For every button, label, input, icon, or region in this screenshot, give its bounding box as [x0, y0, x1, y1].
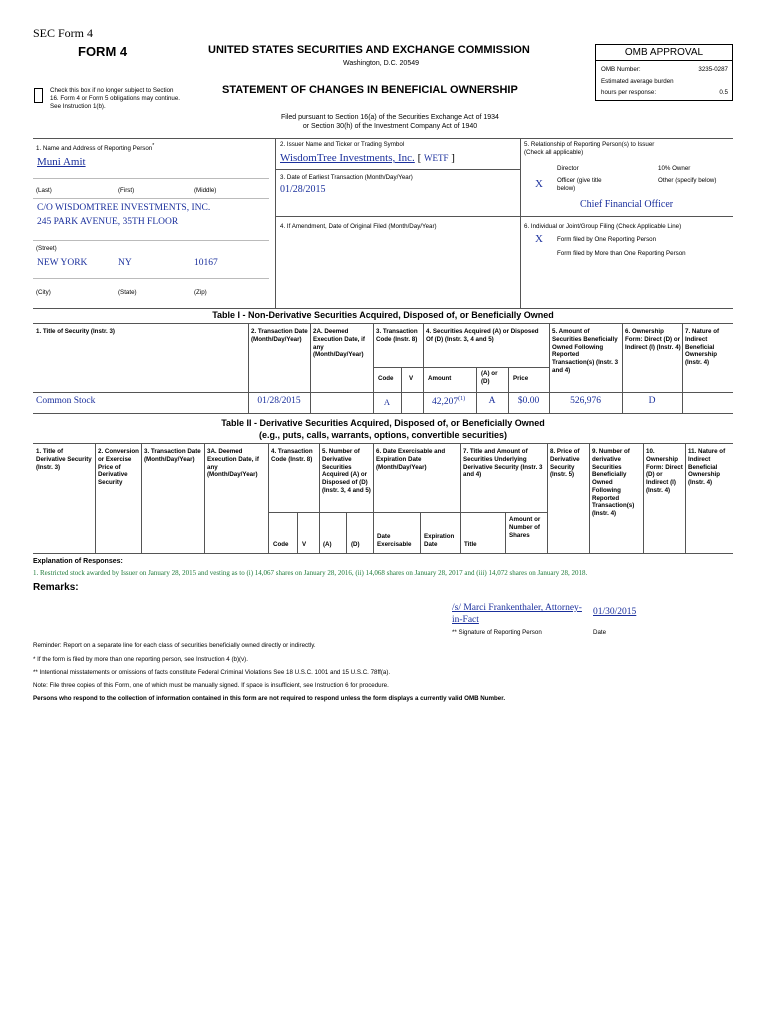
form-title: FORM 4 — [78, 44, 128, 59]
officer-title: Chief Financial Officer — [580, 199, 674, 210]
t1-row-price: $0.00 — [517, 396, 540, 406]
t2-sub-d: (D) — [351, 541, 360, 548]
t1-row-owned: 526,976 — [570, 396, 601, 406]
t1-col-transaction-code: 3. Transaction Code (Instr. 8) — [376, 328, 418, 343]
t2-sub-v: V — [302, 541, 307, 548]
one-person-check-mark[interactable]: X — [535, 233, 543, 245]
box1-label-text: 1. Name and Address of Reporting Person — [36, 145, 153, 153]
footer-multiple-persons: * If the form is filed by more than one reporting person, see Instruction 4 (b)(v). — [33, 656, 248, 663]
first-label: (First) — [118, 187, 135, 194]
commission-location: Washington, D.C. 20549 — [343, 60, 420, 67]
remarks-label: Remarks: — [33, 582, 79, 593]
t2-col-conversion: 2. Conversion or Exercise Price of Derivative Security — [98, 448, 139, 486]
t2-col-underlying: 7. Title and Amount of Securities Underlying Derivative Security (Instr. 3 and 4) — [463, 448, 543, 479]
t2-col-derivative-securities: 5. Number of Derivative Securities Acquired (A) or Disposed of (D) (Instr. 3, 4 and 5) — [322, 448, 371, 494]
box4-label: 4. If Amendment, Date of Original Filed (Month/Day/Year) — [280, 223, 437, 230]
t2-col-number-owned: 9. Number of derivative Securities Beneficially Owned Following Reported Transaction(s) (Instr. 4) — [592, 448, 635, 517]
t2-col-exercisable: 6. Date Exercisable and Expiration Date (Month/Day/Year) — [376, 448, 446, 471]
other-option: Other (specify below) — [658, 177, 717, 184]
t1-sub-code: Code — [378, 375, 394, 382]
table1-top-border — [33, 308, 733, 309]
t1-col-amount-owned: 5. Amount of Securities Beneficially Owned Following Reported Transaction(s) (Instr. 3 and 4) — [552, 328, 619, 374]
footnote-1: 1. Restricted stock awarded by Issuer on January 28, 2015 and vesting as to (i) 14,067 shares on January 28, 2016, (ii) 14,068 shares on January 28, 2017 and (iii) 14,072 shares on January 28, 2018. — [33, 569, 588, 577]
box3-label: 3. Date of Earliest Transaction (Month/Day/Year) — [280, 174, 413, 181]
t1-sub-v: V — [409, 375, 414, 382]
one-person-option: Form filed by One Reporting Person — [557, 236, 657, 243]
table2-title-line2: (e.g., puts, calls, warrants, options, convertible securities) — [258, 430, 508, 441]
t2-sub-code: Code — [273, 541, 289, 548]
date-label: Date — [593, 629, 607, 636]
t1-divider-g — [682, 323, 683, 413]
t1-col-deemed-date: 2A. Deemed Execution Date, if any (Month/Day/Year) — [313, 328, 365, 359]
ticker-open-bracket: [ — [417, 152, 422, 164]
t2-divider-5 — [319, 443, 320, 553]
city-label: (City) — [36, 289, 51, 296]
t1-divider-b — [310, 323, 311, 413]
t2-divider-7 — [460, 443, 461, 553]
state-label: (State) — [118, 289, 137, 296]
state-value: NY — [118, 258, 132, 268]
footer-misstatements: ** Intentional misstatements or omissions of facts constitute Federal Criminal Violations See 18 U.S.C. 1001 and 15 U.S.C. 78ff(a). — [33, 669, 391, 676]
box1-asterisk: * — [152, 143, 155, 149]
omb-title: OMB APPROVAL — [596, 45, 732, 61]
section16-checkbox[interactable] — [34, 88, 43, 103]
t1-row-amount-value: 42,207 — [432, 397, 459, 408]
filed-pursuant-line1: Filed pursuant to Section 16(a) of the Securities Exchange Act of 1934 — [281, 114, 499, 121]
name-underline — [33, 178, 269, 179]
footer-reminder: Reminder: Report on a separate line for each class of securities beneficially owned directly or indirectly. — [33, 642, 316, 649]
box5-label-text: 5. Relationship of Reporting Person(s) to Issuer — [524, 141, 655, 148]
t2-divider-11 — [685, 443, 686, 553]
multi-person-option: Form filed by More than One Reporting Person — [557, 250, 686, 257]
t2-sub-divider-amount — [505, 512, 506, 553]
ticker-close-bracket: ] — [451, 152, 455, 164]
filed-pursuant — [240, 113, 540, 131]
t2-divider-8 — [547, 443, 548, 553]
t1-divider-d — [423, 323, 424, 413]
box5-label — [524, 141, 724, 157]
signature-date: 01/30/2015 — [593, 607, 637, 617]
t1-col-nature: 7. Nature of Indirect Beneficial Ownership (Instr. 4) — [685, 328, 720, 366]
t2-col-title: 1. Title of Derivative Security (Instr. 3) — [36, 448, 92, 471]
t1-bottom-border — [33, 413, 733, 414]
t2-col-price: 8. Price of Derivative Security (Instr. 5) — [550, 448, 580, 479]
box2-label: 2. Issuer Name and Ticker or Trading Symbol — [280, 141, 405, 148]
officer-option: Officer (give title below) — [557, 177, 602, 192]
street-underline — [33, 240, 269, 241]
t1-sub-amount: Amount — [428, 375, 452, 382]
city-underline — [33, 278, 269, 279]
t1-row-form: D — [648, 396, 656, 406]
t1-col-title: 1. Title of Security (Instr. 3) — [36, 328, 115, 335]
t1-sub-divider-v — [401, 367, 402, 413]
last-label: (Last) — [36, 187, 52, 194]
omb-hours-label: hours per response: — [601, 89, 657, 96]
t2-divider-2 — [141, 443, 142, 553]
t1-header-bottom-border — [33, 392, 733, 393]
middle-label: (Middle) — [194, 187, 217, 194]
t2-divider-4 — [268, 443, 269, 553]
earliest-transaction-date: 01/28/2015 — [280, 184, 326, 195]
name-parts-underline — [33, 198, 269, 199]
t2-sub-divider-exp — [420, 512, 421, 553]
t2-divider-9 — [589, 443, 590, 553]
omb-number-value: 3235-0287 — [698, 66, 728, 73]
t2-col-ownership-form: 10. Ownership Form: Direct (D) or Indirect (I) (Instr. 4) — [646, 448, 683, 494]
reporting-person-name[interactable]: Muni Amit — [37, 156, 86, 168]
box6-label: 6. Individual or Joint/Group Filing (Check Applicable Line) — [524, 223, 682, 230]
top-grid-border — [33, 138, 733, 139]
footer-copies-note: Note: File three copies of this Form, one of which must be manually signed. If space is insufficient, see Instruction 6 for procedure. — [33, 682, 389, 689]
t1-row-code: A — [383, 397, 391, 407]
t1-sub-aord: (A) or (D) — [481, 370, 498, 385]
t2-sub-divider-v — [297, 512, 298, 553]
signature-label: ** Signature of Reporting Person — [452, 629, 542, 636]
issuer-name[interactable]: WisdomTree Investments, Inc. — [280, 152, 415, 164]
t2-col-transaction-date: 3. Transaction Date (Month/Day/Year) — [144, 448, 201, 463]
t2-divider-3 — [204, 443, 205, 553]
t2-divider-6 — [373, 443, 374, 553]
t2-col-transaction-code: 4. Transaction Code (Instr. 8) — [271, 448, 313, 463]
t2-sub-title: Title — [464, 541, 477, 548]
t2-sub-divider-d — [346, 512, 347, 553]
table2-title — [33, 417, 733, 441]
zip-value: 10167 — [194, 258, 218, 268]
top-grid-divider-1 — [275, 138, 276, 308]
statement-title: STATEMENT OF CHANGES IN BENEFICIAL OWNERSHIP — [222, 84, 518, 96]
explanation-label: Explanation of Responses: — [33, 558, 123, 565]
t2-col-nature: 11. Nature of Indirect Beneficial Ownership (Instr. 4) — [688, 448, 726, 486]
t2-sub-a: (A) — [323, 541, 332, 548]
t1-sub-divider-price — [508, 367, 509, 413]
zip-label: (Zip) — [194, 289, 207, 296]
box1-label — [36, 143, 154, 153]
sec-form-label: SEC Form 4 — [33, 26, 94, 40]
footer-omb-notice: Persons who respond to the collection of information contained in this form are not required to respond unless the form displays a currently valid OMB Number. — [33, 695, 506, 702]
t1-sub-price: Price — [513, 375, 529, 382]
t1-col-ownership-form: 6. Ownership Form: Direct (D) or Indirect (I) (Instr. 4) — [625, 328, 681, 351]
t2-divider-1 — [95, 443, 96, 553]
address-line2: 245 PARK AVENUE, 35TH FLOOR — [37, 217, 179, 227]
officer-check-mark[interactable]: X — [535, 178, 543, 190]
omb-number-label: OMB Number: — [601, 66, 641, 73]
section16-checkbox-text: Check this box if no longer subject to Section 16. Form 4 or Form 5 obligations may continue. See Instruction 1(b). — [50, 87, 180, 110]
table2-header-border — [33, 443, 733, 444]
t1-subheader-border — [373, 367, 549, 368]
table1-header-border — [33, 323, 733, 324]
box2-bottom-border — [275, 169, 520, 170]
t1-row-date: 01/28/2015 — [257, 396, 301, 406]
t1-row-title: Common Stock — [36, 396, 96, 406]
director-option: Director — [557, 165, 579, 172]
ten-percent-owner-option: 10% Owner — [658, 165, 691, 172]
footnote-ref[interactable]: (1) — [458, 396, 466, 402]
omb-hours-value: 0.5 — [719, 89, 728, 96]
commission-title: UNITED STATES SECURITIES AND EXCHANGE COMMISSION — [208, 44, 530, 56]
t2-bottom-border — [33, 553, 733, 554]
issuer-line — [280, 152, 455, 164]
ticker-symbol: WETF — [423, 153, 449, 163]
t1-row-amount — [432, 396, 465, 407]
omb-burden-label: Estimated average burden — [601, 78, 674, 85]
t2-col-deemed-date: 3A. Deemed Execution Date, if any (Month/Day/Year) — [207, 448, 259, 479]
signature: /s/ Marci Frankenthaler, Attorney-in-Fact — [452, 603, 582, 626]
street-label: (Street) — [36, 245, 57, 252]
omb-approval-box — [595, 44, 733, 101]
t1-col-transaction-date: 2. Transaction Date (Month/Day/Year) — [251, 328, 308, 343]
t1-col-acquired-disposed: 4. Securities Acquired (A) or Disposed Of (D) (Instr. 3, 4 and 5) — [426, 328, 539, 343]
t1-row-aord: A — [488, 396, 496, 406]
t2-sub-expiration: Expiration Date — [424, 533, 455, 548]
city-value: NEW YORK — [37, 258, 88, 268]
t2-sub-amount: Amount or Number of Shares — [509, 516, 541, 539]
top-grid-divider-2 — [520, 138, 521, 308]
t2-divider-10 — [643, 443, 644, 553]
filed-pursuant-line2: or Section 30(h) of the Investment Company Act of 1940 — [302, 123, 478, 131]
table2-title-line1: Table II - Derivative Securities Acquired, Disposed of, or Beneficially Owned — [221, 418, 545, 428]
table1-title: Table I - Non-Derivative Securities Acquired, Disposed of, or Beneficially Owned — [212, 310, 554, 320]
box3-bottom-border — [275, 216, 733, 217]
t1-sub-divider-aord — [476, 367, 477, 413]
t2-sub-date-exercisable: Date Exercisable — [377, 533, 412, 548]
address-line1: C/O WISDOMTREE INVESTMENTS, INC. — [37, 203, 211, 213]
box5-sub-label: (Check all applicable) — [524, 148, 584, 156]
